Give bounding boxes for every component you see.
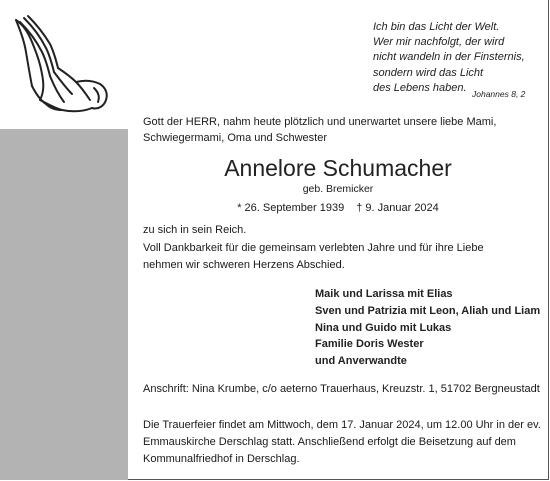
family-member: Nina und Guido mit Lukas [315, 321, 452, 334]
quote-line: des Lebens haben. [373, 81, 467, 94]
bible-quote [373, 20, 548, 96]
birth-name: geb. Bremicker [302, 183, 374, 195]
life-dates [143, 202, 533, 214]
funeral-info [143, 417, 543, 467]
address-line: Anschrift: Nina Krumbe, c/o aeterno Trauerhaus, Kreuzstr. 1, 51702 Bergneustadt [143, 383, 540, 395]
intro-text [143, 114, 543, 146]
quote-line: Ich bin das Licht der Welt. [373, 21, 500, 33]
closing-line: nehmen wir schweren Herzens Abschied. [143, 259, 345, 271]
death-date: † 9. Januar 2024 [356, 202, 439, 214]
closing-line: Voll Dankbarkeit für die gemeinsam verlebten Jahre und für ihre Liebe [143, 241, 484, 254]
praying-hands-icon [10, 14, 118, 118]
quote-line: sondern wird das Licht [373, 66, 484, 79]
funeral-line: Emmauskirche Derschlag statt. Anschließend erfolgt die Beisetzung auf dem [143, 435, 516, 448]
funeral-line: Kommunalfriedhof in Derschlag. [143, 452, 300, 465]
closing-text [143, 222, 543, 275]
family-member: Familie Doris Wester [315, 338, 424, 351]
intro-line: Gott der HERR, nahm heute plötzlich und unerwartet unsere liebe Mami, [143, 116, 497, 128]
family-member: Maik und Larissa mit Elias [315, 288, 453, 300]
quote-line: Wer mir nachfolgt, der wird [373, 36, 505, 49]
family-member: Sven und Patrizia mit Leon, Aliah und Liam [315, 304, 541, 317]
quote-reference: Johannes 8, 2 [472, 89, 526, 99]
funeral-line: Die Trauerfeier findet am Mittwoch, dem 17. Januar 2024, um 12.00 Uhr in der ev. [143, 419, 541, 431]
intro-line: Schwiegermami, Oma und Schwester [143, 132, 328, 144]
family-list [315, 286, 545, 370]
family-member: und Anverwandte [315, 355, 407, 368]
deceased-name: Annelore Schumacher [224, 155, 452, 181]
birth-date: * 26. September 1939 [237, 202, 345, 214]
quote-line: nicht wandeln in der Finsternis, [373, 51, 525, 64]
symbol-box [0, 0, 128, 129]
closing-line: zu sich in sein Reich. [143, 224, 247, 236]
